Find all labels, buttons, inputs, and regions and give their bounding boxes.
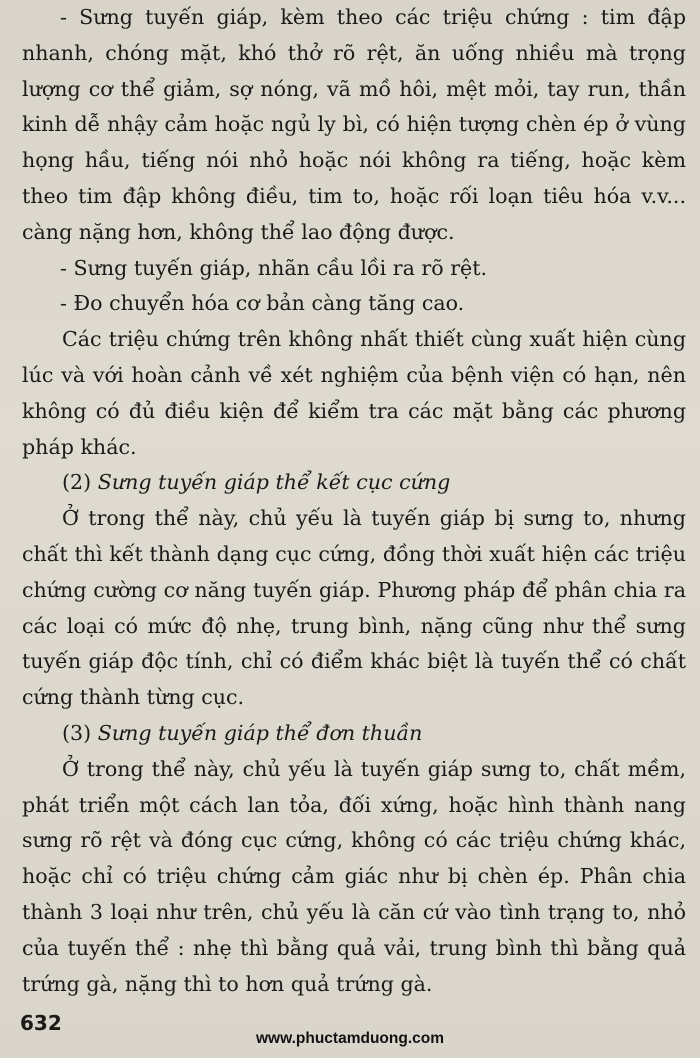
section-number: (3) bbox=[62, 720, 92, 745]
page-number: 632 bbox=[20, 1011, 62, 1035]
dash-paragraph-metabolism: - Đo chuyển hóa cơ bản càng tăng cao. bbox=[60, 291, 465, 316]
dash-paragraph-eyes: - Sưng tuyến giáp, nhãn cầu lồi ra rõ rệt. bbox=[60, 255, 488, 280]
section-title: Sưng tuyến giáp thể kết cục cứng bbox=[97, 470, 451, 495]
body-paragraph-section-3: Ở trong thể này, chủ yếu là tuyến giáp sưng to, chất mềm, phát triển một cách lan tỏa, đối xứng, hoặc hình thành nang sưng rõ rệt và đóng cục cứng, không có các triệu chứng khác, hoặc chỉ có triệu chứng cảm giác như bị chèn ép. Phân chia thành 3 loại như trên, chủ yếu là căn cứ vào tình trạng to, nhỏ của tuyến thể : nhẹ thì bằng quả vải, trung bình thì bằng quả trứng gà, nặng thì to hơn quả trứng gà. bbox=[22, 756, 686, 996]
website-watermark: www.phuctamduong.com bbox=[255, 1030, 444, 1047]
section-title: Sưng tuyến giáp thể đơn thuần bbox=[97, 720, 423, 745]
body-paragraph-section-2: Ở trong thể này, chủ yếu là tuyến giáp bị sưng to, nhưng chất thì kết thành dạng cục cứng, đồng thời xuất hiện các triệu chứng cường cơ năng tuyến giáp. Phương pháp để phân chia ra các loại có mức độ nhẹ, trung bình, nặng cũng như thể sưng tuyến giáp độc tính, chỉ có điểm khác biệt là tuyến thể có chất cứng thành từng cục. bbox=[22, 506, 686, 710]
page-body bbox=[22, 0, 686, 1002]
dash-paragraph-symptoms: - Sưng tuyến giáp, kèm theo các triệu chứng : tim đập nhanh, chóng mặt, khó thở rõ rệt, ăn uống nhiều mà trọng lượng cơ thể giảm, sợ nóng, vã mồ hôi, mệt mỏi, tay run, thần kinh dễ nhậy cảm hoặc ngủ ly bì, có hiện tượng chèn ép ở vùng họng hầu, tiếng nói nhỏ hoặc nói không ra tiếng, hoặc kèm theo tim đập không điều, tim to, hoặc rối loạn tiêu hóa v.v... càng nặng hơn, không thể lao động được. bbox=[22, 5, 686, 244]
section-heading-2 bbox=[22, 465, 686, 501]
section-heading-3 bbox=[22, 716, 686, 752]
body-paragraph-note: Các triệu chứng trên không nhất thiết cùng xuất hiện cùng lúc và với hoàn cảnh về xét nghiệm của bệnh viện có hạn, nên không có đủ điều kiện để kiểm tra các mặt bằng các phương pháp khác. bbox=[22, 327, 686, 459]
section-number: (2) bbox=[62, 470, 92, 495]
